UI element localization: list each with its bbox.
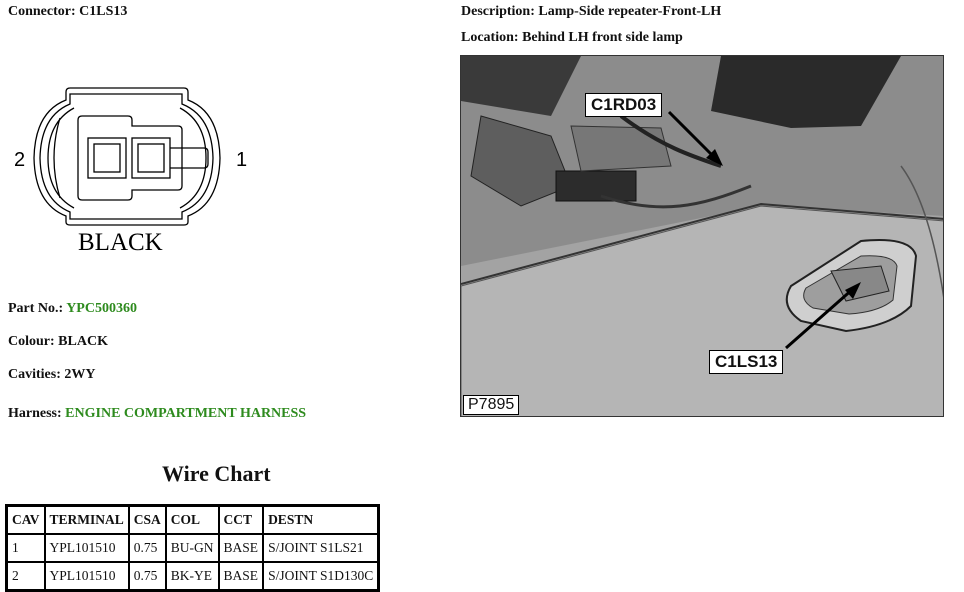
location-line (461, 30, 683, 46)
cell-col: BK-YE (166, 562, 219, 591)
callout-c1rd03-label: C1RD03 (585, 93, 662, 117)
colour-label: Colour: (8, 334, 55, 349)
part-number-line (8, 301, 137, 317)
cell-terminal: YPL101510 (45, 534, 129, 562)
column-header-terminal: TERMINAL (45, 506, 129, 535)
description-line (461, 4, 721, 20)
column-header-cct: CCT (219, 506, 264, 535)
cell-destn: S/JOINT S1D130C (263, 562, 379, 591)
description-label: Description: (461, 4, 535, 19)
colour-value: BLACK (58, 334, 108, 349)
location-value: Behind LH front side lamp (522, 30, 683, 45)
photo-reference-label: P7895 (463, 395, 519, 415)
cavities-label: Cavities: (8, 367, 61, 382)
wire-chart-title: Wire Chart (162, 461, 271, 486)
connector-outline-icon (4, 82, 254, 262)
cell-cav: 1 (7, 534, 45, 562)
cell-cav: 2 (7, 562, 45, 591)
column-header-col: COL (166, 506, 219, 535)
cell-csa: 0.75 (129, 534, 166, 562)
harness-line (8, 406, 306, 422)
harness-label: Harness: (8, 406, 62, 421)
callout-c1ls13-label: C1LS13 (709, 350, 783, 374)
column-header-cav: CAV (7, 506, 45, 535)
part-number-link[interactable]: YPC500360 (66, 301, 137, 316)
cell-destn: S/JOINT S1LS21 (263, 534, 379, 562)
cavities-line (8, 367, 96, 383)
connector-value: C1LS13 (79, 4, 128, 19)
column-header-csa: CSA (129, 506, 166, 535)
wire-chart-table (5, 504, 380, 592)
cell-csa: 0.75 (129, 562, 166, 591)
colour-line (8, 334, 108, 350)
cavities-value: 2WY (64, 367, 96, 382)
location-label: Location: (461, 30, 519, 45)
connector-label: Connector: (8, 4, 76, 19)
description-value: Lamp-Side repeater-Front-LH (538, 4, 722, 19)
part-label: Part No.: (8, 301, 64, 316)
column-header-destn: DESTN (263, 506, 379, 535)
connector-colour-text: BLACK (78, 229, 163, 256)
table-row (7, 534, 379, 562)
table-row (7, 562, 379, 591)
engine-bay-illustration-icon (461, 56, 944, 417)
cell-terminal: YPL101510 (45, 562, 129, 591)
connector-id-line (8, 4, 127, 20)
harness-link[interactable]: ENGINE COMPARTMENT HARNESS (65, 406, 307, 421)
cell-cct: BASE (219, 562, 264, 591)
pin-2-label: 2 (14, 149, 26, 171)
pin-1-label: 1 (236, 149, 248, 171)
connector-face-diagram (4, 82, 254, 262)
table-header-row (7, 506, 379, 535)
location-photo (460, 55, 944, 417)
cell-cct: BASE (219, 534, 264, 562)
cell-col: BU-GN (166, 534, 219, 562)
